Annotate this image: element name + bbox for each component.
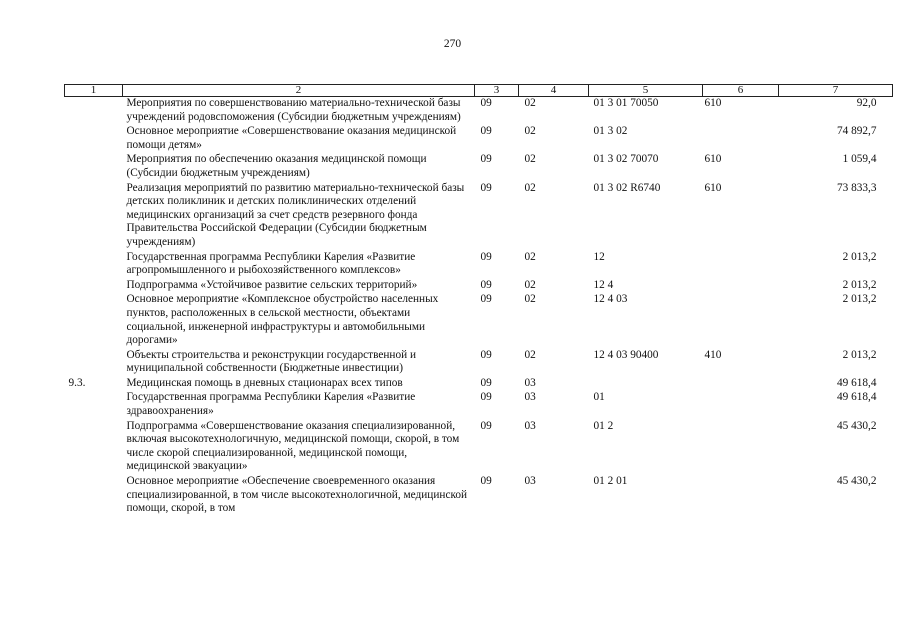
- row-name: Подпрограмма «Совершенствование оказания специализированной, включая высокотехнологичную, медицинской помощи, скорой, в том числе скорой специализированной, медицинской помощи, медицинской эвакуации»: [126, 419, 460, 473]
- row-subsection: 02: [524, 250, 536, 263]
- row-number: [65, 349, 123, 377]
- row-name: Реализация мероприятий по развитию материально-технической базы детских поликлиник и детских поликлинических отделений медицинских организаций за счет средств резервного фонда Правительства Российской Федерации (Субсидии бюджетным учреждениям): [126, 181, 465, 248]
- row-section: 09: [480, 250, 492, 263]
- table-row: [65, 475, 893, 517]
- row-name: Государственная программа Республики Карелия «Развитие здравоохранения»: [126, 391, 416, 418]
- row-name: Основное мероприятие «Совершенствование оказания медицинской помощи детям»: [126, 125, 457, 151]
- row-number: [65, 182, 123, 251]
- table-row: [65, 420, 893, 475]
- row-subsection: 03: [524, 475, 536, 488]
- row-section: 09: [480, 391, 492, 404]
- row-expense-type: [703, 475, 779, 517]
- row-name: Основное мероприятие «Обеспечение своевременного оказания специализированной, в том числе высокотехнологичной, медицинской помощи, скорой, в том: [126, 475, 468, 515]
- table-row: [65, 279, 893, 294]
- row-number: [65, 420, 123, 475]
- row-target-code: [589, 377, 703, 392]
- row-number: [65, 97, 123, 126]
- page-number: 270: [443, 38, 462, 50]
- row-number: [65, 125, 123, 153]
- row-amount: 45 430,2: [836, 475, 877, 488]
- row-section: 09: [480, 475, 492, 488]
- column-header-1: 1: [65, 85, 123, 97]
- budget-table: [64, 84, 893, 517]
- row-name: Основное мероприятие «Комплексное обустройство населенных пунктов, расположенных в сельской местности, объектами социальной, инженерной инфраструктуры и автомобильными дорогами»: [126, 293, 439, 347]
- row-number: [65, 293, 123, 348]
- row-amount: 45 430,2: [836, 419, 877, 432]
- column-header-7: 7: [779, 85, 893, 97]
- row-name: Медицинская помощь в дневных стационарах всех типов: [126, 376, 403, 389]
- row-number: [65, 251, 123, 279]
- row-amount: 2 013,2: [842, 250, 877, 263]
- row-expense-type: [703, 377, 779, 392]
- row-name: Мероприятия по совершенствованию материально-технической базы учреждений родовспоможения (Субсидии бюджетным учреждениям): [126, 97, 461, 123]
- row-expense-type: [703, 125, 779, 153]
- row-section: 09: [480, 419, 492, 432]
- row-section: 09: [480, 153, 492, 166]
- table-row: [65, 349, 893, 377]
- row-target-code: 12 4 03 90400: [593, 348, 659, 361]
- column-header-3: 3: [475, 85, 519, 97]
- row-expense-type: [703, 391, 779, 419]
- row-subsection: 02: [524, 125, 536, 138]
- row-section: 09: [480, 348, 492, 361]
- table-row: [65, 125, 893, 153]
- row-subsection: 03: [524, 391, 536, 404]
- table-row: [65, 377, 893, 392]
- row-section: 09: [480, 97, 492, 109]
- row-target-code: 12 4: [593, 278, 614, 291]
- row-expense-type: 610: [704, 97, 722, 109]
- row-amount: 74 892,7: [836, 125, 877, 138]
- column-header-6: 6: [703, 85, 779, 97]
- row-amount: 2 013,2: [842, 293, 877, 306]
- row-name: Подпрограмма «Устойчивое развитие сельских территорий»: [126, 278, 418, 291]
- row-target-code: 01 2: [593, 419, 614, 432]
- row-expense-type: [703, 293, 779, 348]
- row-target-code: 01 2 01: [593, 475, 628, 488]
- row-section: 09: [480, 376, 492, 389]
- row-target-code: 01: [593, 391, 605, 404]
- row-expense-type: [703, 251, 779, 279]
- table-row: [65, 293, 893, 348]
- row-target-code: 12: [593, 250, 605, 263]
- row-section: 09: [480, 125, 492, 138]
- table-row: [65, 97, 893, 126]
- row-amount: 49 618,4: [836, 376, 877, 389]
- row-target-code: 01 3 01 70050: [593, 97, 659, 109]
- row-amount: 2 013,2: [842, 278, 877, 291]
- row-number: [65, 391, 123, 419]
- row-expense-type: [703, 420, 779, 475]
- row-expense-type: 610: [704, 181, 722, 194]
- row-amount: 1 059,4: [842, 153, 877, 166]
- row-section: 09: [480, 293, 492, 306]
- row-name: Мероприятия по обеспечению оказания медицинской помощи (Субсидии бюджетным учреждениям): [126, 153, 427, 179]
- row-expense-type: [703, 279, 779, 294]
- row-subsection: 02: [524, 348, 536, 361]
- column-header-5: 5: [589, 85, 703, 97]
- row-amount: 92,0: [856, 97, 877, 109]
- row-target-code: 01 3 02 R6740: [593, 181, 661, 194]
- row-amount: 2 013,2: [842, 348, 877, 361]
- row-subsection: 03: [524, 376, 536, 389]
- column-header-4: 4: [519, 85, 589, 97]
- row-expense-type: 410: [704, 348, 722, 361]
- row-section: 09: [480, 278, 492, 291]
- table-row: [65, 153, 893, 181]
- row-target-code: 01 3 02 70070: [593, 153, 659, 166]
- column-number-row: [65, 85, 893, 97]
- row-number: [65, 475, 123, 517]
- row-number: [65, 279, 123, 294]
- row-name: Государственная программа Республики Карелия «Развитие агропромышленного и рыбохозяйственного комплексов»: [126, 250, 416, 277]
- table-row: [65, 391, 893, 419]
- row-target-code: 12 4 03: [593, 293, 628, 306]
- row-number: [65, 153, 123, 181]
- row-name: Объекты строительства и реконструкции государственной и муниципальной собственности (Бюджетные инвестиции): [126, 348, 417, 375]
- row-amount: 49 618,4: [836, 391, 877, 404]
- row-subsection: 03: [524, 419, 536, 432]
- row-subsection: 02: [524, 153, 536, 166]
- column-header-2: 2: [123, 85, 475, 97]
- row-subsection: 02: [524, 181, 536, 194]
- table-row: [65, 251, 893, 279]
- row-subsection: 02: [524, 278, 536, 291]
- row-number: 9.3.: [68, 376, 86, 389]
- row-expense-type: 610: [704, 153, 722, 166]
- row-target-code: 01 3 02: [593, 125, 628, 138]
- row-section: 09: [480, 181, 492, 194]
- row-amount: 73 833,3: [836, 181, 877, 194]
- table-row: [65, 182, 893, 251]
- row-subsection: 02: [524, 97, 536, 109]
- row-subsection: 02: [524, 293, 536, 306]
